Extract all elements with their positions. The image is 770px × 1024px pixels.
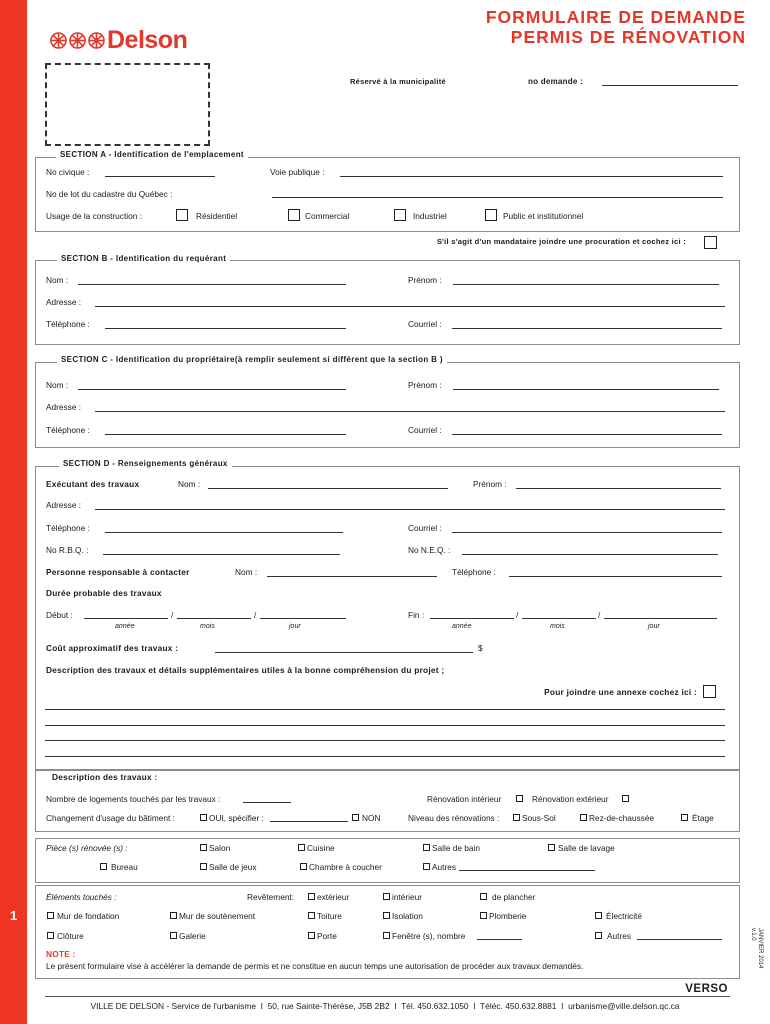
usage-label: Usage de la construction : [46,211,142,221]
usage-residentiel-label: Résidentiel [196,211,238,221]
rez-de-chaussee-label: Rez-de-chaussée [589,813,655,823]
version-number: v.1.0 [750,928,756,941]
owner-prenom-label: Prénom : [408,380,442,390]
etage-label: Étage [692,813,714,823]
mur-fondation-label: Mur de fondation [57,911,120,921]
toiture-label: Toiture [317,911,342,921]
elements-label: Éléments touchés : [46,892,117,902]
description-label: Description des travaux et détails supplémentaires utiles à la bonne compréhension du projet ; [46,665,445,675]
chambre-checkbox[interactable] [300,863,307,870]
form-title-line2: PERMIS DE RÉNOVATION [510,27,746,47]
usage-commercial-label: Commercial [305,211,350,221]
toiture-checkbox[interactable] [308,912,315,919]
debut-mois-field[interactable] [177,610,251,619]
currency-symbol: $ [478,643,483,653]
owner-telephone-field[interactable] [105,426,346,435]
requester-courriel-label: Courriel : [408,319,442,329]
duration-label: Durée probable des travaux [46,588,162,598]
mandataire-checkbox[interactable] [704,236,717,249]
requester-nom-label: Nom : [46,275,69,285]
executant-prenom-label: Prénom : [473,479,507,489]
executant-courriel-label: Courriel : [408,523,442,533]
elements-autres-label: Autres [607,931,631,941]
contact-telephone-label: Téléphone : [452,567,496,577]
usage-residentiel-checkbox[interactable] [176,209,188,221]
section-d-title: SECTION D - Renseignements généraux [59,459,232,469]
executant-adresse-field[interactable] [95,501,725,510]
executant-nom-field[interactable] [208,480,448,489]
debut-mois-caption: mois [200,623,215,630]
rez-de-chaussee-checkbox[interactable] [580,814,587,821]
mandataire-note: S'il s'agit d'un mandataire joindre une procuration et cochez ici : [436,237,686,246]
footer-divider [45,996,730,997]
chambre-label: Chambre à coucher [309,862,382,872]
requester-telephone-label: Téléphone : [46,319,90,329]
fin-annee-caption: année [452,623,472,630]
neq-label: No N.E.Q. : [408,545,451,555]
electricite-checkbox[interactable] [595,912,602,919]
contact-label: Personne responsable à contacter [46,567,190,577]
usage-industriel-checkbox[interactable] [394,209,406,221]
request-no-field[interactable] [602,77,738,86]
executant-telephone-field[interactable] [105,524,343,533]
description-line-3[interactable] [45,732,725,741]
owner-prenom-field[interactable] [453,381,719,390]
note-label: NOTE : [46,949,76,959]
fenetre-label: Fenêtre (s), nombre [392,931,466,941]
executant-prenom-field[interactable] [516,480,721,489]
neq-field[interactable] [462,546,718,555]
executant-telephone-label: Téléphone : [46,523,90,533]
owner-courriel-field[interactable] [452,426,722,435]
description-line-4[interactable] [45,748,725,757]
revetement-interieur-checkbox[interactable] [383,893,390,900]
etage-checkbox[interactable] [681,814,688,821]
municipal-stamp-box [45,63,210,146]
owner-courriel-label: Courriel : [408,425,442,435]
fin-label: Fin : [408,610,425,620]
description-line-2[interactable] [45,717,725,726]
cost-label: Coût approximatif des travaux : [46,643,179,653]
date-slash: / [171,610,174,620]
owner-nom-label: Nom : [46,380,69,390]
civic-no-label: No civique : [46,167,90,177]
elements-autres-field[interactable] [637,931,722,940]
revetement-interieur-label: intérieur [392,892,422,902]
version-date: JANVIER 2014 [757,928,763,969]
lot-field[interactable] [272,189,723,198]
cloture-label: Clôture [57,931,84,941]
executant-nom-label: Nom : [178,479,201,489]
owner-adresse-label: Adresse : [46,402,82,412]
niveau-label: Niveau des rénovations : [408,813,500,823]
debut-annee-field[interactable] [84,610,168,619]
contact-nom-field[interactable] [267,568,437,577]
date-slash: / [598,610,601,620]
reserved-label: Réservé à la municipalité [350,77,446,86]
fin-mois-field[interactable] [522,610,596,619]
request-no-label: no demande : [528,77,584,86]
revetement-exterieur-label: extérieur [317,892,350,902]
isolation-label: Isolation [392,911,423,921]
requester-telephone-field[interactable] [105,320,346,329]
logements-field[interactable] [243,794,291,803]
debut-annee-caption: année [115,623,135,630]
pieces-box [35,838,740,883]
page-number: 1 [10,908,18,923]
requester-nom-field[interactable] [78,276,346,285]
cloture-checkbox[interactable] [47,932,54,939]
plomberie-checkbox[interactable] [480,912,487,919]
annex-label: Pour joindre une annexe cochez ici : [544,687,697,697]
side-bar [0,0,27,1024]
mur-soutenement-checkbox[interactable] [170,912,177,919]
revetement-exterieur-checkbox[interactable] [308,893,315,900]
fin-mois-caption: mois [550,623,565,630]
rbq-field[interactable] [103,546,340,555]
mur-soutenement-label: Mur de soutènement [179,911,256,921]
salon-checkbox[interactable] [200,844,207,851]
wheels-icon [49,31,106,50]
owner-adresse-field[interactable] [95,403,725,412]
cost-field[interactable] [215,644,473,653]
bureau-label: Bureau [111,862,138,872]
description-line-1[interactable] [45,701,725,710]
pieces-label: Pièce (s) rénovée (s) : [46,843,128,853]
elements-autres-checkbox[interactable] [595,932,602,939]
requester-courriel-field[interactable] [452,320,722,329]
executant-adresse-label: Adresse : [46,500,82,510]
usage-public-label: Public et institutionnel [503,211,584,221]
version-stamp [749,928,763,968]
mur-fondation-checkbox[interactable] [47,912,54,919]
porte-label: Porte [317,931,337,941]
civic-no-field[interactable] [105,168,215,177]
requester-prenom-field[interactable] [453,276,719,285]
porte-checkbox[interactable] [308,932,315,939]
salle-de-jeux-label: Salle de jeux [209,862,257,872]
reno-interieur-checkbox[interactable] [516,795,523,802]
delson-logo-text: Delson [107,26,188,54]
fin-jour-field[interactable] [604,610,717,619]
salle-de-lavage-label: Salle de lavage [558,843,615,853]
reno-interieur-label: Rénovation intérieur [427,794,502,804]
reno-exterieur-label: Rénovation extérieur [532,794,609,804]
oui-checkbox[interactable] [200,814,207,821]
oui-label: OUI, spécifier : [209,813,264,823]
non-checkbox[interactable] [352,814,359,821]
galerie-checkbox[interactable] [170,932,177,939]
electricite-label: Électricité [606,911,642,921]
lot-label: No de lot du cadastre du Québec : [46,189,173,199]
section-a-title: SECTION A - Identification de l'emplacement [56,150,248,160]
galerie-label: Galerie [179,931,206,941]
owner-nom-field[interactable] [78,381,346,390]
revetement-label: Revêtement: [247,892,295,902]
street-label: Voie publique : [270,167,325,177]
cuisine-label: Cuisine [307,843,335,853]
revetement-plancher-label: de plancher [492,892,536,902]
requester-prenom-label: Prénom : [408,275,442,285]
footer-contact: VILLE DE DELSON - Service de l'urbanisme I 50, rue Sainte-Thérèse, J5B 2B2 I Tél. 450.632.1050 I Téléc. 450.632.8881 I urbanisme@ville.delson.qc.ca [90,1001,680,1011]
verso-label: VERSO [685,983,728,995]
contact-nom-label: Nom : [235,567,258,577]
annex-checkbox[interactable] [703,685,716,698]
contact-telephone-field[interactable] [509,568,722,577]
non-label: NON [362,813,381,823]
rbq-label: No R.B.Q. : [46,545,89,555]
revetement-plancher-checkbox[interactable] [480,893,487,900]
fin-jour-caption: jour [648,623,660,630]
pieces-autres-checkbox[interactable] [423,863,430,870]
pieces-autres-field[interactable] [459,862,595,871]
usage-public-checkbox[interactable] [485,209,497,221]
note-text: Le présent formulaire vise à accélérer la demande de permis et ne constitue en aucun temps une autorisation de procéder aux travaux demandés. [46,961,584,971]
section-c-title: SECTION C - Identification du propriétaire(à remplir seulement si différent que la section B ) [57,355,447,365]
date-slash: / [254,610,257,620]
usage-industriel-label: Industriel [413,211,447,221]
debut-jour-field[interactable] [260,610,346,619]
requester-adresse-field[interactable] [95,298,725,307]
salle-de-lavage-checkbox[interactable] [548,844,555,851]
fenetre-nombre-field[interactable] [477,931,522,940]
executant-label: Exécutant des travaux [46,479,140,489]
cuisine-checkbox[interactable] [298,844,305,851]
debut-label: Début : [46,610,73,620]
sous-sol-label: Sous-Sol [522,813,556,823]
travaux-title: Description des travaux : [52,772,158,782]
pieces-autres-label: Autres [432,862,456,872]
form-title-line1: FORMULAIRE DE DEMANDE [485,7,746,27]
fenetre-checkbox[interactable] [383,932,390,939]
isolation-checkbox[interactable] [383,912,390,919]
sous-sol-checkbox[interactable] [513,814,520,821]
owner-telephone-label: Téléphone : [46,425,90,435]
salle-de-bain-checkbox[interactable] [423,844,430,851]
usage-change-label: Changement d'usage du bâtiment : [46,813,175,823]
debut-jour-caption: jour [289,623,301,630]
logements-label: Nombre de logements touchés par les travaux : [46,794,221,804]
fin-annee-field[interactable] [430,610,514,619]
salon-label: Salon [209,843,231,853]
usage-commercial-checkbox[interactable] [288,209,300,221]
salle-de-jeux-checkbox[interactable] [200,863,207,870]
bureau-checkbox[interactable] [100,863,107,870]
plomberie-label: Plomberie [489,911,527,921]
salle-de-bain-label: Salle de bain [432,843,480,853]
date-slash: / [516,610,519,620]
reno-exterieur-checkbox[interactable] [622,795,629,802]
section-b-title: SECTION B - Identification du requérant [57,254,230,264]
street-field[interactable] [340,168,723,177]
requester-adresse-label: Adresse : [46,297,82,307]
executant-courriel-field[interactable] [452,524,722,533]
oui-specify-field[interactable] [270,813,348,822]
